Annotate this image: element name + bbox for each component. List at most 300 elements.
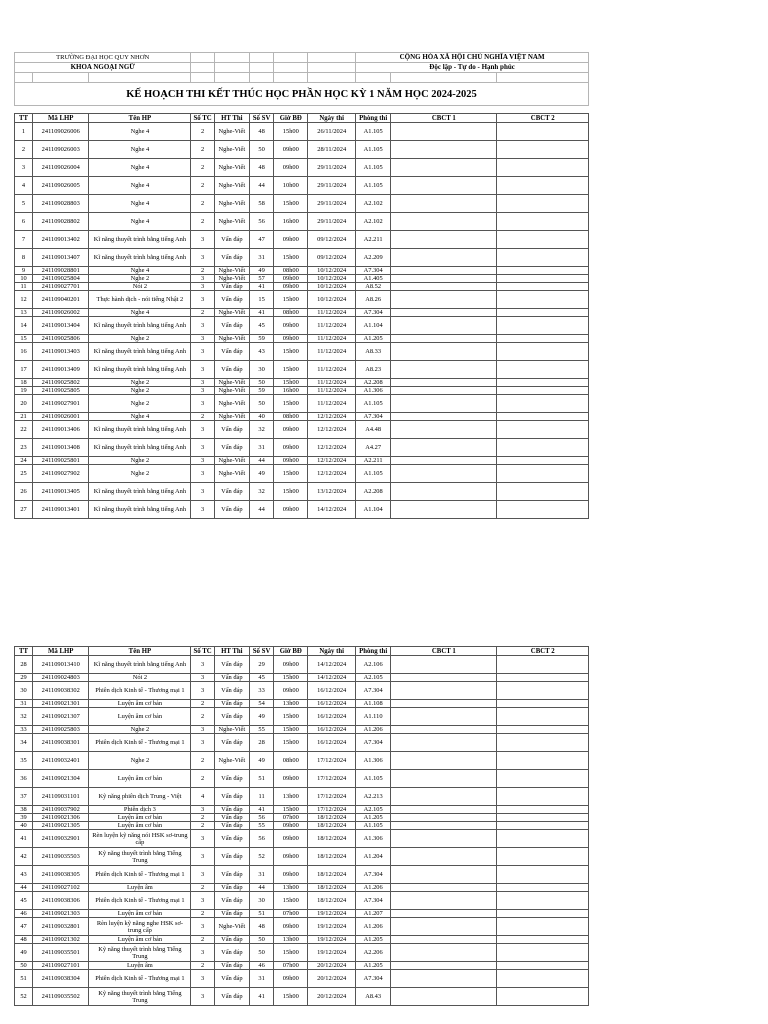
row-number: 3: [15, 159, 33, 177]
credits: 3: [191, 379, 214, 387]
table-row: [15, 806, 589, 814]
class-code: 241109028803: [33, 195, 89, 213]
exam-room: A4.27: [356, 439, 391, 457]
exam-format: Nghe-Viết: [214, 395, 249, 413]
column-header: Phòng thi: [356, 647, 391, 656]
credits: 3: [191, 848, 214, 866]
proctor-1: [391, 936, 497, 944]
row-number: 2: [15, 141, 33, 159]
row-number: 22: [15, 421, 33, 439]
start-time: 15h00: [274, 708, 308, 726]
exam-format: Nghe-Viết: [214, 275, 249, 283]
exam-room: A2.208: [356, 379, 391, 387]
row-number: 26: [15, 483, 33, 501]
exam-format: Vấn đáp: [214, 682, 249, 700]
document-page-2: [14, 646, 589, 1006]
exam-format: Vấn đáp: [214, 830, 249, 848]
course-name: Rèn luyện kỹ năng nghe HSK sơ- trung cấp: [89, 918, 191, 936]
table-row: [15, 501, 589, 519]
start-time: 15h00: [274, 988, 308, 1006]
exam-date: 10/12/2024: [308, 291, 356, 309]
row-number: 17: [15, 361, 33, 379]
proctor-1: [391, 291, 497, 309]
table-header-row: [15, 114, 589, 123]
credits: 3: [191, 674, 214, 682]
start-time: 07h00: [274, 814, 308, 822]
proctor-1: [391, 249, 497, 267]
class-code: 241109013403: [33, 343, 89, 361]
row-number: 9: [15, 267, 33, 275]
table-row: [15, 123, 589, 141]
column-header: CBCT 1: [391, 647, 497, 656]
table-header-row: [15, 647, 589, 656]
school-name: TRƯỜNG ĐẠI HỌC QUY NHƠN: [15, 53, 191, 63]
exam-room: A7.304: [356, 892, 391, 910]
proctor-1: [391, 770, 497, 788]
exam-room: A1.105: [356, 177, 391, 195]
table-row: [15, 988, 589, 1006]
exam-format: Nghe-Viết: [214, 457, 249, 465]
exam-room: A1.105: [356, 822, 391, 830]
proctor-2: [497, 918, 589, 936]
start-time: 09h00: [274, 682, 308, 700]
exam-room: A1.104: [356, 317, 391, 335]
table-row: [15, 918, 589, 936]
column-header: TT: [15, 114, 33, 123]
table-row: [15, 674, 589, 682]
proctor-2: [497, 806, 589, 814]
table-row: [15, 395, 589, 413]
credits: 2: [191, 141, 214, 159]
course-name: Luyện âm cơ bản: [89, 708, 191, 726]
column-header: HT Thi: [214, 647, 249, 656]
course-name: Phiên dịch Kinh tế - Thương mại 1: [89, 866, 191, 884]
proctor-2: [497, 483, 589, 501]
credits: 3: [191, 439, 214, 457]
course-name: Nghe 4: [89, 213, 191, 231]
row-number: 42: [15, 848, 33, 866]
exam-format: Vấn đáp: [214, 892, 249, 910]
row-number: 8: [15, 249, 33, 267]
class-code: 241109026003: [33, 141, 89, 159]
row-number: 49: [15, 944, 33, 962]
exam-date: 29/11/2024: [308, 195, 356, 213]
class-code: 241109021306: [33, 814, 89, 822]
student-count: 51: [249, 910, 273, 918]
proctor-1: [391, 413, 497, 421]
proctor-1: [391, 970, 497, 988]
course-name: Kỹ năng thuyết trình bằng Tiếng Trung: [89, 988, 191, 1006]
exam-room: A1.105: [356, 395, 391, 413]
exam-date: 10/12/2024: [308, 283, 356, 291]
credits: 3: [191, 944, 214, 962]
course-name: Kĩ năng thuyết trình bằng tiếng Anh: [89, 343, 191, 361]
exam-room: A8.43: [356, 988, 391, 1006]
exam-format: Vấn đáp: [214, 848, 249, 866]
class-code: 241109035502: [33, 988, 89, 1006]
exam-format: Vấn đáp: [214, 674, 249, 682]
course-name: Phiên dịch Kinh tế - Thương mại 1: [89, 892, 191, 910]
exam-room: A8.26: [356, 291, 391, 309]
credits: 3: [191, 231, 214, 249]
course-name: Luyện âm cơ bản: [89, 770, 191, 788]
column-header: Ngày thi: [308, 114, 356, 123]
class-code: 241109021301: [33, 700, 89, 708]
class-code: 241109032401: [33, 752, 89, 770]
proctor-2: [497, 501, 589, 519]
exam-format: Vấn đáp: [214, 788, 249, 806]
credits: 3: [191, 317, 214, 335]
class-code: 241109026001: [33, 413, 89, 421]
row-number: 39: [15, 814, 33, 822]
proctor-2: [497, 141, 589, 159]
exam-room: A7.304: [356, 682, 391, 700]
exam-date: 28/11/2024: [308, 141, 356, 159]
table-row: [15, 421, 589, 439]
proctor-1: [391, 141, 497, 159]
exam-room: A7.304: [356, 309, 391, 317]
student-count: 32: [249, 421, 273, 439]
exam-room: A1.110: [356, 708, 391, 726]
proctor-2: [497, 752, 589, 770]
student-count: 49: [249, 267, 273, 275]
document-title: KẾ HOẠCH THI KẾT THÚC HỌC PHẦN HỌC KỲ 1 NĂM HỌC 2024-2025: [15, 83, 589, 106]
row-number: 21: [15, 413, 33, 421]
proctor-1: [391, 962, 497, 970]
student-count: 58: [249, 195, 273, 213]
exam-date: 29/11/2024: [308, 177, 356, 195]
credits: 3: [191, 483, 214, 501]
proctor-2: [497, 283, 589, 291]
proctor-2: [497, 726, 589, 734]
proctor-2: [497, 884, 589, 892]
student-count: 51: [249, 770, 273, 788]
proctor-2: [497, 413, 589, 421]
class-code: 241109035503: [33, 848, 89, 866]
class-code: 241109025805: [33, 387, 89, 395]
exam-date: 11/12/2024: [308, 317, 356, 335]
class-code: 241109032901: [33, 830, 89, 848]
course-name: Luyện âm cơ bản: [89, 822, 191, 830]
exam-room: A2.206: [356, 944, 391, 962]
proctor-2: [497, 788, 589, 806]
exam-format: Vấn đáp: [214, 421, 249, 439]
course-name: Kỹ năng thuyết trình bằng Tiếng Trung: [89, 944, 191, 962]
proctor-1: [391, 275, 497, 283]
table-row: [15, 457, 589, 465]
course-name: Nghe 2: [89, 335, 191, 343]
credits: 2: [191, 123, 214, 141]
start-time: 15h00: [274, 395, 308, 413]
credits: 3: [191, 892, 214, 910]
exam-date: 12/12/2024: [308, 439, 356, 457]
row-number: 12: [15, 291, 33, 309]
proctor-2: [497, 988, 589, 1006]
proctor-1: [391, 231, 497, 249]
row-number: 48: [15, 936, 33, 944]
exam-format: Vấn đáp: [214, 734, 249, 752]
column-header: Phòng thi: [356, 114, 391, 123]
start-time: 09h00: [274, 275, 308, 283]
course-name: Nói 2: [89, 674, 191, 682]
course-name: Kĩ năng thuyết trình bằng tiếng Anh: [89, 361, 191, 379]
exam-format: Vấn đáp: [214, 283, 249, 291]
proctor-1: [391, 726, 497, 734]
course-name: Thực hành dịch - nói tiếng Nhật 2: [89, 291, 191, 309]
credits: 3: [191, 361, 214, 379]
exam-room: A7.304: [356, 734, 391, 752]
proctor-2: [497, 379, 589, 387]
class-code: 241109028802: [33, 213, 89, 231]
row-number: 51: [15, 970, 33, 988]
student-count: 32: [249, 483, 273, 501]
proctor-1: [391, 177, 497, 195]
class-code: 241109038302: [33, 682, 89, 700]
faculty-name: KHOA NGOẠI NGỮ: [15, 63, 191, 73]
table-row: [15, 343, 589, 361]
table-row: [15, 413, 589, 421]
proctor-1: [391, 379, 497, 387]
exam-format: Vấn đáp: [214, 866, 249, 884]
table-row: [15, 936, 589, 944]
proctor-1: [391, 682, 497, 700]
proctor-1: [391, 708, 497, 726]
start-time: 16h00: [274, 387, 308, 395]
proctor-1: [391, 752, 497, 770]
class-code: 241109025804: [33, 275, 89, 283]
exam-format: Vấn đáp: [214, 962, 249, 970]
credits: 2: [191, 177, 214, 195]
proctor-2: [497, 770, 589, 788]
credits: 3: [191, 988, 214, 1006]
column-header: Số SV: [249, 114, 273, 123]
start-time: 15h00: [274, 379, 308, 387]
student-count: 31: [249, 439, 273, 457]
course-name: Nghe 2: [89, 457, 191, 465]
course-name: Nghe 2: [89, 726, 191, 734]
start-time: 15h00: [274, 944, 308, 962]
exam-format: Vấn đáp: [214, 361, 249, 379]
exam-room: A1.205: [356, 962, 391, 970]
column-header: Ngày thi: [308, 647, 356, 656]
row-number: 44: [15, 884, 33, 892]
start-time: 09h00: [274, 231, 308, 249]
course-name: Kĩ năng thuyết trình bằng tiếng Anh: [89, 501, 191, 519]
proctor-2: [497, 361, 589, 379]
proctor-2: [497, 814, 589, 822]
course-name: Nghe 4: [89, 141, 191, 159]
exam-room: A2.213: [356, 788, 391, 806]
exam-format: Nghe-Viết: [214, 918, 249, 936]
exam-room: A8.33: [356, 343, 391, 361]
proctor-1: [391, 335, 497, 343]
class-code: 241109025806: [33, 335, 89, 343]
credits: 2: [191, 309, 214, 317]
course-name: Kĩ năng thuyết trình bằng tiếng Anh: [89, 231, 191, 249]
start-time: 09h00: [274, 421, 308, 439]
exam-date: 18/12/2024: [308, 822, 356, 830]
row-number: 18: [15, 379, 33, 387]
start-time: 13h00: [274, 884, 308, 892]
document-page-2-viewport: [0, 646, 768, 1024]
exam-date: 11/12/2024: [308, 387, 356, 395]
column-header: Giờ BĐ: [274, 114, 308, 123]
exam-format: Vấn đáp: [214, 806, 249, 814]
proctor-1: [391, 317, 497, 335]
exam-room: A1.105: [356, 141, 391, 159]
start-time: 08h00: [274, 413, 308, 421]
proctor-1: [391, 123, 497, 141]
table-row: [15, 830, 589, 848]
row-number: 11: [15, 283, 33, 291]
class-code: 241109032801: [33, 918, 89, 936]
exam-date: 29/11/2024: [308, 159, 356, 177]
credits: 3: [191, 291, 214, 309]
start-time: 09h00: [274, 159, 308, 177]
exam-format: Vấn đáp: [214, 970, 249, 988]
start-time: 09h00: [274, 918, 308, 936]
exam-format: Nghe-Viết: [214, 213, 249, 231]
student-count: 41: [249, 309, 273, 317]
proctor-2: [497, 439, 589, 457]
proctor-2: [497, 317, 589, 335]
credits: 3: [191, 387, 214, 395]
start-time: 07h00: [274, 962, 308, 970]
row-number: 6: [15, 213, 33, 231]
class-code: 241109013405: [33, 483, 89, 501]
credits: 4: [191, 788, 214, 806]
credits: 3: [191, 343, 214, 361]
exam-room: A7.304: [356, 413, 391, 421]
column-header: Số SV: [249, 647, 273, 656]
student-count: 59: [249, 387, 273, 395]
table-row: [15, 309, 589, 317]
exam-room: A2.106: [356, 656, 391, 674]
credits: 2: [191, 700, 214, 708]
start-time: 09h00: [274, 283, 308, 291]
exam-format: Vấn đáp: [214, 317, 249, 335]
start-time: 09h00: [274, 848, 308, 866]
exam-date: 16/12/2024: [308, 708, 356, 726]
start-time: 15h00: [274, 249, 308, 267]
course-name: Phiên dịch Kinh tế - Thương mại 1: [89, 970, 191, 988]
start-time: 15h00: [274, 892, 308, 910]
student-count: 46: [249, 962, 273, 970]
exam-room: A7.304: [356, 970, 391, 988]
proctor-2: [497, 231, 589, 249]
class-code: 241109026006: [33, 123, 89, 141]
exam-room: A1.206: [356, 726, 391, 734]
student-count: 45: [249, 317, 273, 335]
exam-format: Vấn đáp: [214, 988, 249, 1006]
class-code: 241109013408: [33, 439, 89, 457]
table-row: [15, 379, 589, 387]
class-code: 241109031101: [33, 788, 89, 806]
start-time: 15h00: [274, 361, 308, 379]
credits: 3: [191, 656, 214, 674]
table-row: [15, 770, 589, 788]
student-count: 55: [249, 822, 273, 830]
row-number: 19: [15, 387, 33, 395]
column-header: Tên HP: [89, 647, 191, 656]
exam-date: 29/11/2024: [308, 213, 356, 231]
proctor-2: [497, 177, 589, 195]
proctor-1: [391, 395, 497, 413]
exam-date: 19/12/2024: [308, 918, 356, 936]
exam-format: Vấn đáp: [214, 770, 249, 788]
start-time: 15h00: [274, 726, 308, 734]
class-code: 241109037902: [33, 806, 89, 814]
course-name: Luyện âm: [89, 962, 191, 970]
credits: 2: [191, 413, 214, 421]
proctor-2: [497, 848, 589, 866]
proctor-1: [391, 656, 497, 674]
exam-date: 09/12/2024: [308, 249, 356, 267]
class-code: 241109038306: [33, 892, 89, 910]
course-name: Luyện âm cơ bản: [89, 936, 191, 944]
exam-room: A8.52: [356, 283, 391, 291]
exam-format: Vấn đáp: [214, 708, 249, 726]
credits: 3: [191, 457, 214, 465]
course-name: Nghe 2: [89, 379, 191, 387]
class-code: 241109024803: [33, 674, 89, 682]
proctor-2: [497, 734, 589, 752]
exam-format: Vấn đáp: [214, 656, 249, 674]
table-row: [15, 962, 589, 970]
class-code: 241109025801: [33, 457, 89, 465]
start-time: 09h00: [274, 317, 308, 335]
exam-room: A1.205: [356, 814, 391, 822]
student-count: 11: [249, 788, 273, 806]
course-name: Kĩ năng thuyết trình bằng tiếng Anh: [89, 421, 191, 439]
student-count: 56: [249, 830, 273, 848]
proctor-1: [391, 213, 497, 231]
exam-room: A2.209: [356, 249, 391, 267]
course-name: Kĩ năng thuyết trình bằng tiếng Anh: [89, 249, 191, 267]
proctor-1: [391, 361, 497, 379]
start-time: 09h00: [274, 335, 308, 343]
class-code: 241109025802: [33, 379, 89, 387]
exam-room: A4.48: [356, 421, 391, 439]
credits: 3: [191, 734, 214, 752]
proctor-1: [391, 814, 497, 822]
class-code: 241109013406: [33, 421, 89, 439]
student-count: 44: [249, 177, 273, 195]
column-header: Mã LHP: [33, 114, 89, 123]
table-row: [15, 970, 589, 988]
start-time: 09h00: [274, 770, 308, 788]
table-row: [15, 159, 589, 177]
proctor-1: [391, 918, 497, 936]
exam-date: 26/11/2024: [308, 123, 356, 141]
proctor-1: [391, 988, 497, 1006]
course-name: Nói 2: [89, 283, 191, 291]
table-row: [15, 682, 589, 700]
start-time: 15h00: [274, 734, 308, 752]
column-header: TT: [15, 647, 33, 656]
start-time: 09h00: [274, 141, 308, 159]
exam-date: 13/12/2024: [308, 483, 356, 501]
course-name: Kỹ năng phiên dịch Trung - Việt: [89, 788, 191, 806]
student-count: 50: [249, 379, 273, 387]
exam-date: 18/12/2024: [308, 830, 356, 848]
start-time: 15h00: [274, 291, 308, 309]
student-count: 50: [249, 141, 273, 159]
row-number: 15: [15, 335, 33, 343]
exam-date: 12/12/2024: [308, 413, 356, 421]
column-header: Mã LHP: [33, 647, 89, 656]
exam-room: A1.204: [356, 848, 391, 866]
